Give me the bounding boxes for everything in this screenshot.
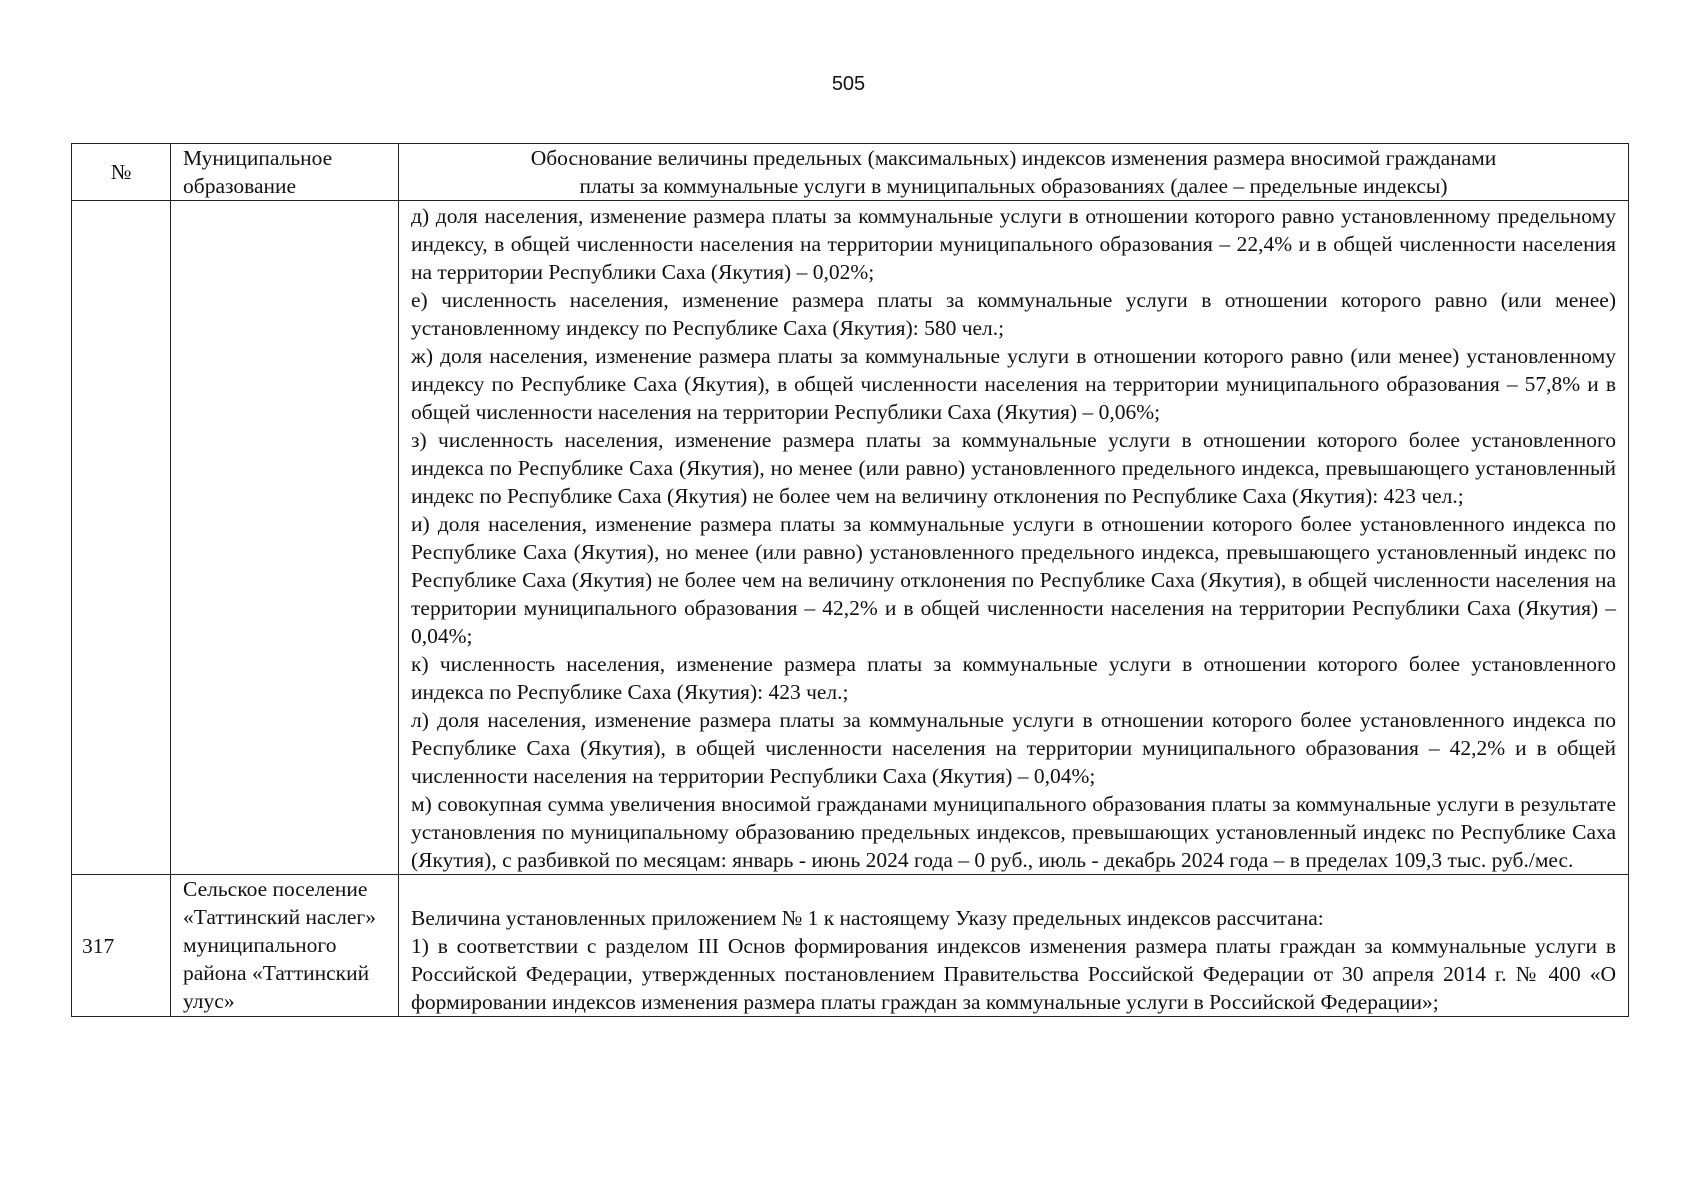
header-justification-line1: Обоснование величины предельных (максимальных) индексов изменения размера вносимой гражданами xyxy=(530,146,1497,170)
row-justification-cell xyxy=(399,201,1629,875)
item-zh: ж) доля населения, изменение размера платы за коммунальные услуги в отношении которого равно (или менее) установленному индексу по Республике Саха (Якутия), в общей численности населения на территории муниципального образования – 57,8% и в общей численности населения на территории Республики Саха (Якутия) – 0,06%; xyxy=(411,344,1616,424)
header-justification-line2: платы за коммунальные услуги в муниципальных образованиях (далее – предельные индексы) xyxy=(579,174,1448,198)
item-1: 1) в соответствии с разделом III Основ формирования индексов изменения размера платы граждан за коммунальные услуги в Российской Федерации, утвержденных постановлением Правительства Российской Федерации от 30 апреля 2014 г. № 400 «О формировании индексов изменения размера платы граждан за коммунальные услуги в Российской Федерации»; xyxy=(411,934,1616,1014)
row-municipality-cell: Сельское поселение «Таттинский наслег» муниципального района «Таттинский улус» xyxy=(171,875,399,1017)
item-d: д) доля населения, изменение размера платы за коммунальные услуги в отношении которого равно установленному предельному индексу, в общей численности населения на территории муниципального образования – 22,4% и в общей численности населения на территории Республики Саха (Якутия) – 0,02%; xyxy=(411,204,1616,284)
header-number: № xyxy=(72,144,171,201)
justification-table xyxy=(71,143,1629,1017)
item-z: з) численность населения, изменение размера платы за коммунальные услуги в отношении которого более установленного индекса по Республике Саха (Якутия), но менее (или равно) установленного предельного индекса, превышающего установленный индекс по Республике Саха (Якутия) не более чем на величину отклонения по Республике Саха (Якутия): 423 чел.; xyxy=(411,428,1616,508)
table-row xyxy=(72,201,1629,875)
row-number-cell xyxy=(72,201,171,875)
header-justification xyxy=(399,144,1629,201)
table-row xyxy=(72,875,1629,1017)
item-l: л) доля населения, изменение размера платы за коммунальные услуги в отношении которого более установленного индекса по Республике Саха (Якутия), в общей численности населения на территории муниципального образования – 42,2% и в общей численности населения на территории Республики Саха (Якутия) – 0,04%; xyxy=(411,708,1616,788)
calculation-intro: Величина установленных приложением № 1 к настоящему Указу предельных индексов рассчитана: xyxy=(411,906,1324,930)
page-number: 505 xyxy=(831,73,866,95)
item-m: м) совокупная сумма увеличения вносимой гражданами муниципального образования платы за коммунальные услуги в результате установления по муниципальному образованию предельных индексов, превышающих установленный индекс по Республике Саха (Якутия), с разбивкой по месяцам: январь - июнь 2024 года – 0 руб., июль - декабрь 2024 года – в пределах 109,3 тыс. руб./мес. xyxy=(411,792,1616,872)
item-e: е) численность населения, изменение размера платы за коммунальные услуги в отношении которого равно (или менее) установленному индексу по Республике Саха (Якутия): 580 чел.; xyxy=(411,288,1616,340)
row-justification-cell xyxy=(399,875,1629,1017)
table-header-row xyxy=(72,144,1629,201)
row-number-cell: 317 xyxy=(72,875,171,1017)
header-municipality: Муниципальное образование xyxy=(171,144,399,201)
row-municipality-cell xyxy=(171,201,399,875)
item-i: и) доля населения, изменение размера платы за коммунальные услуги в отношении которого более установленного индекса по Республике Саха (Якутия), но менее (или равно) установленного предельного индекса, превышающего установленный индекс по Республике Саха (Якутия) не более чем на величину отклонения по Республике Саха (Якутия), в общей численности населения на территории муниципального образования – 42,2% и в общей численности населения на территории Республики Саха (Якутия) – 0,04%; xyxy=(411,512,1616,648)
item-k: к) численность населения, изменение размера платы за коммунальные услуги в отношении которого более установленного индекса по Республике Саха (Якутия): 423 чел.; xyxy=(411,652,1616,704)
